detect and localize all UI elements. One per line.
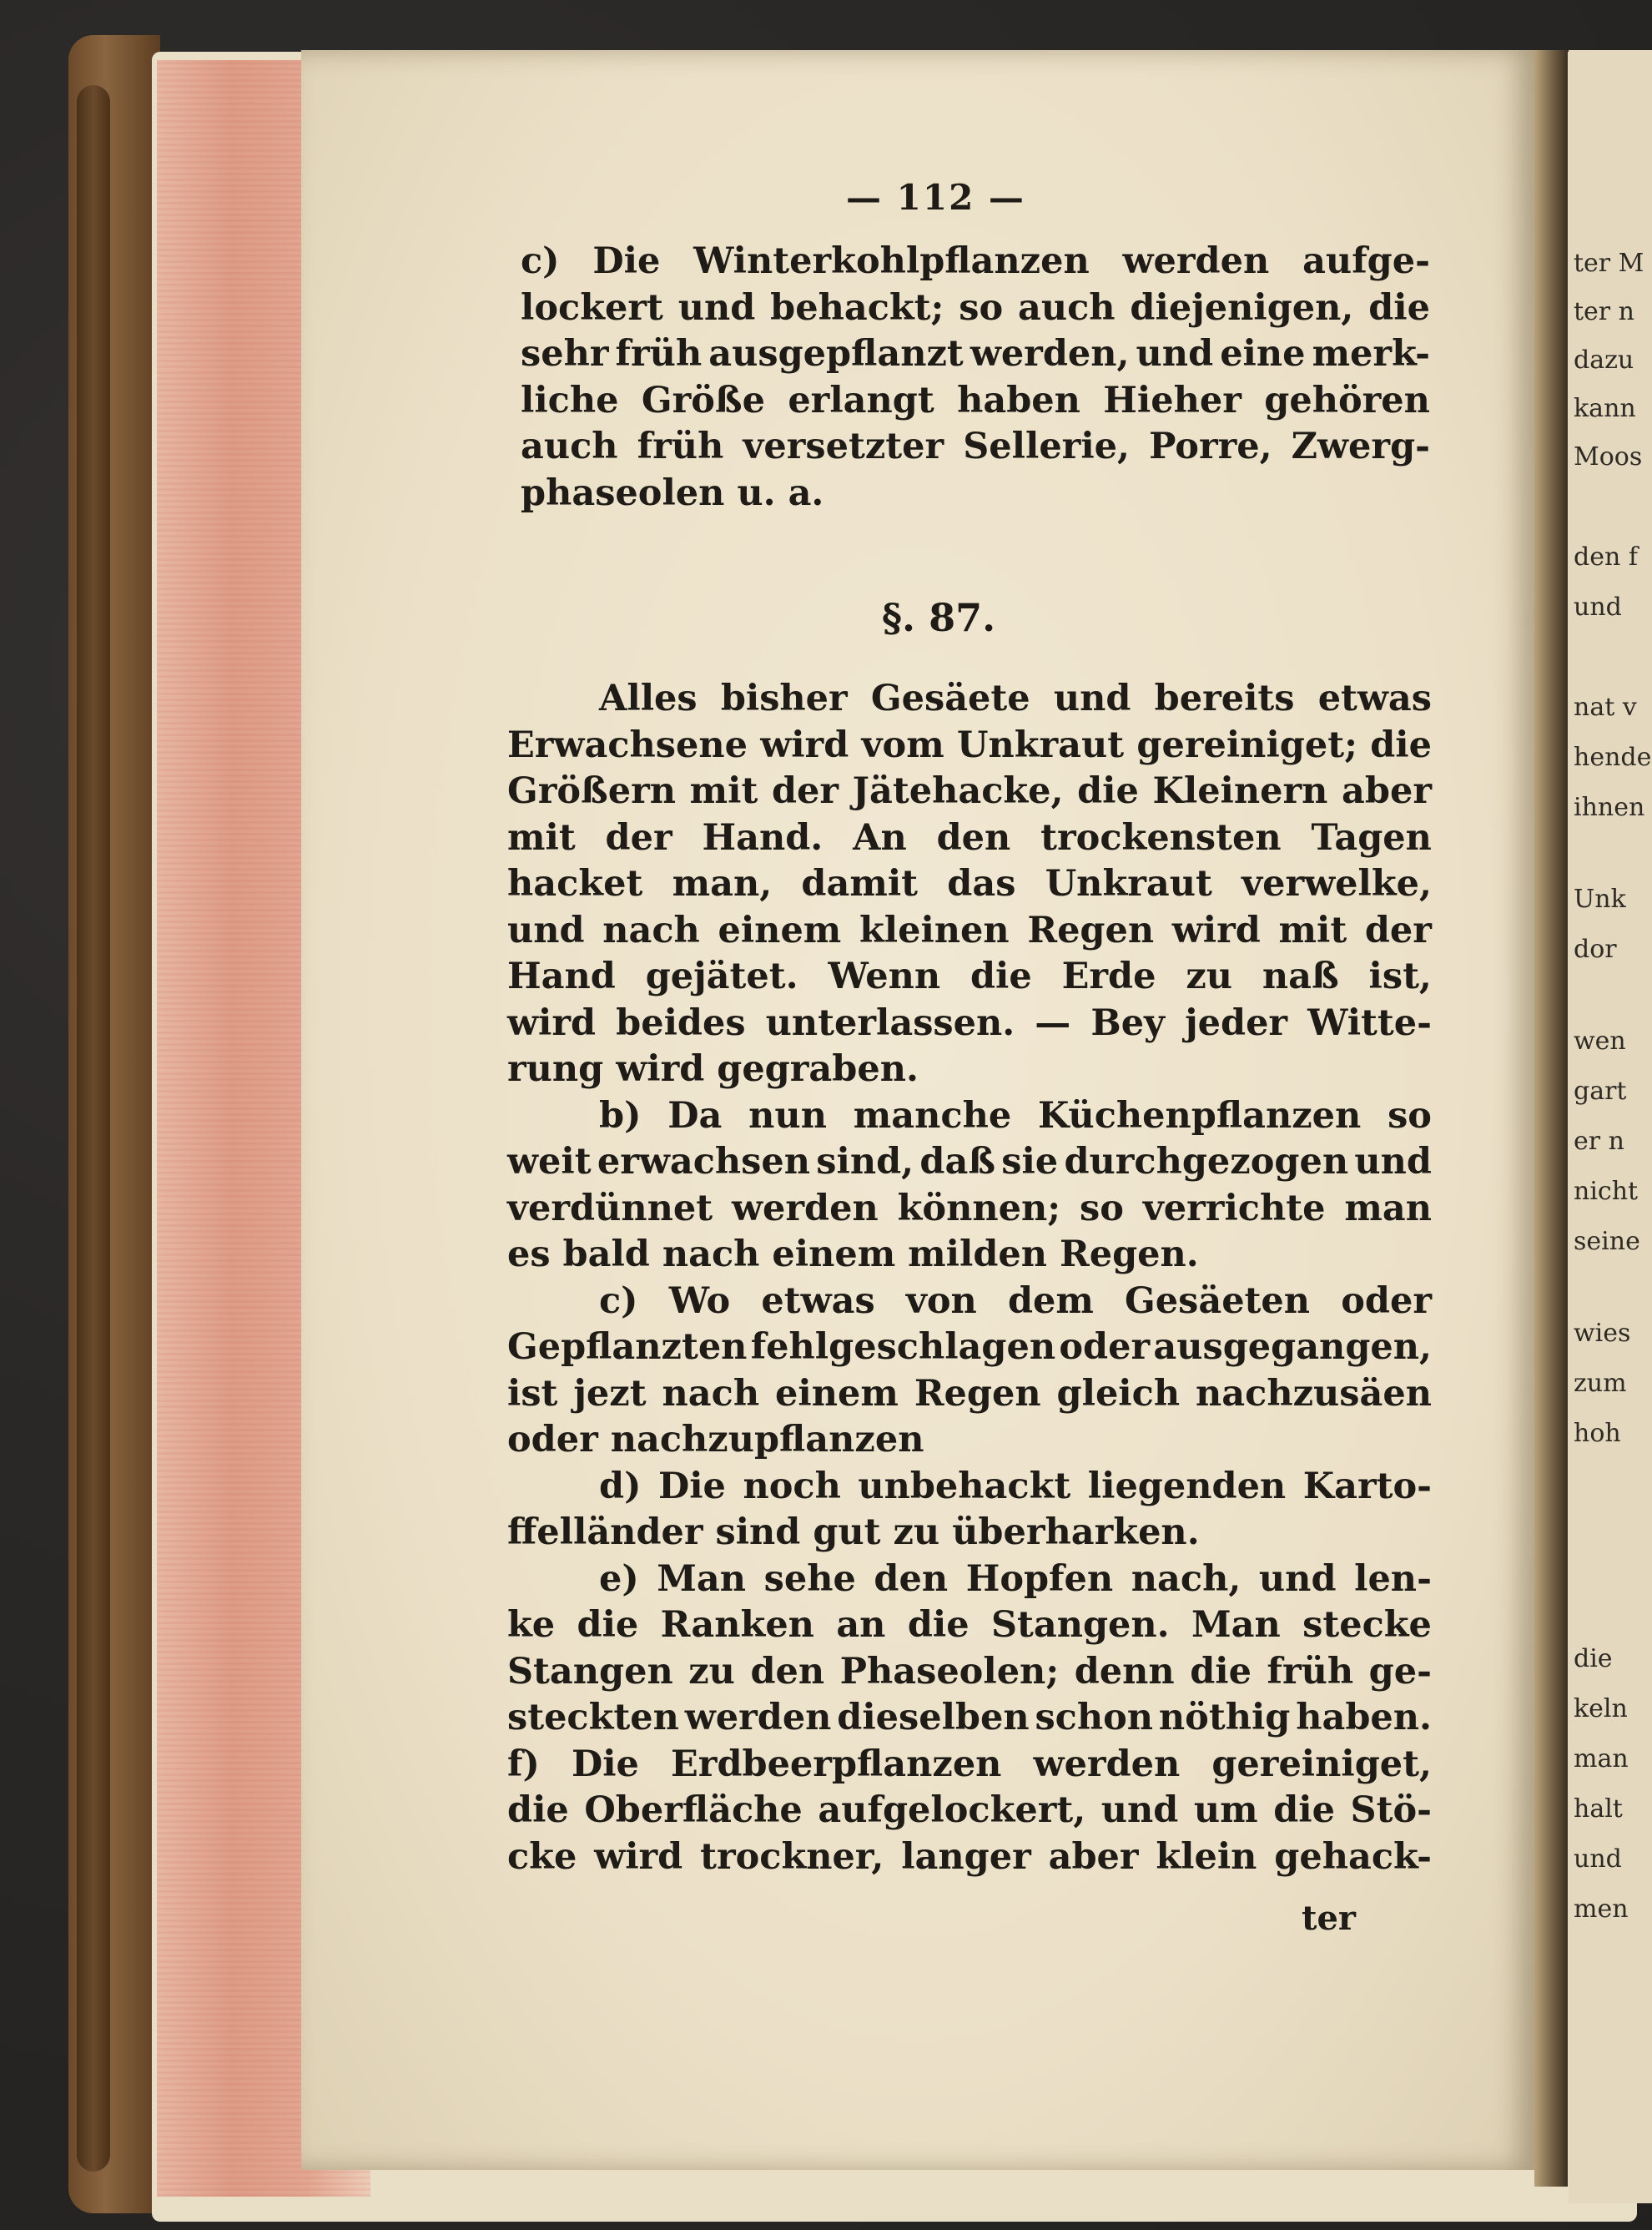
text-line: auch früh versetzter Sellerie, Porre, Zwerg-: [521, 426, 1430, 467]
text-line: Alles bisher Gesäete und bereits etwas: [599, 678, 1432, 719]
text-line: sehr früh ausgepflanzt werden, und eine merk-: [521, 333, 1430, 375]
right-page-fragment: [1569, 50, 1652, 2203]
text-line: ke die Ranken an die Stangen. Man stecke: [507, 1604, 1432, 1646]
text-line: liche Größe erlangt haben Hieher gehören: [521, 379, 1430, 421]
paragraph-c-winterkohl: [521, 240, 1430, 518]
text-line: die Oberfläche aufgelockert, und um die Stö-: [507, 1789, 1432, 1831]
text-line: mit der Hand. An den trockensten Tagen: [507, 816, 1432, 859]
fragment-line: hende: [1574, 743, 1652, 772]
book-spine-band: [77, 85, 110, 2172]
fragment-line: man: [1574, 1744, 1629, 1773]
fragment-line: Moos: [1574, 442, 1643, 472]
text-line: wird beides unterlassen. — Bey jeder Witte-: [507, 1001, 1432, 1044]
text-line: rung wird gegraben.: [507, 1048, 919, 1090]
text-line: ist jezt nach einem Regen gleich nachzusäen: [507, 1372, 1432, 1415]
fragment-line: men: [1574, 1894, 1629, 1924]
fragment-line: er n: [1574, 1127, 1624, 1156]
page-number: — 112 —: [846, 177, 1025, 218]
text-line: phaseolen u. a.: [521, 472, 824, 514]
fragment-line: kann: [1574, 394, 1636, 423]
fragment-line: und: [1574, 1844, 1622, 1874]
text-line: weit erwachsen sind, daß sie durchgezogen und: [507, 1141, 1432, 1183]
text-line: cke wird trockner, langer aber klein gehack-: [507, 1835, 1432, 1878]
book-gutter: [1534, 50, 1568, 2187]
text-line: Stangen zu den Phaseolen; denn die früh ge-: [507, 1650, 1432, 1693]
fragment-line: gart: [1574, 1077, 1627, 1106]
text-line: Hand gejätet. Wenn die Erde zu naß ist,: [507, 956, 1432, 997]
catchword: ter: [1302, 1899, 1356, 1938]
fragment-line: seine: [1574, 1227, 1640, 1256]
text-line: verdünnet werden können; so verrichte man: [507, 1187, 1432, 1229]
fragment-line: und: [1574, 593, 1622, 622]
fragment-line: halt: [1574, 1794, 1623, 1824]
fragment-line: hoh: [1574, 1419, 1621, 1448]
text-line: d) Die noch unbehackt liegenden Karto-: [599, 1465, 1432, 1507]
fragment-line: ter n: [1574, 297, 1635, 326]
fragment-line: wies: [1574, 1319, 1631, 1348]
fragment-line: dazu: [1574, 346, 1634, 375]
text-line: lockert und behackt; so auch diejenigen, die: [521, 286, 1430, 329]
fragment-line: zum: [1574, 1369, 1627, 1398]
text-line: oder nachzupflanzen: [507, 1419, 924, 1461]
text-line: e) Man sehe den Hopfen nach, und len-: [599, 1557, 1432, 1600]
text-line: ffelländer sind gut zu überharken.: [507, 1511, 1200, 1553]
text-line: c) Die Winterkohlpflanzen werden aufge-: [521, 240, 1430, 282]
section-heading: §. 87.: [882, 595, 996, 640]
fragment-line: wen: [1574, 1027, 1626, 1056]
fragment-line: die: [1574, 1644, 1613, 1673]
fragment-line: dor: [1574, 935, 1617, 964]
text-line: steckten werden dieselben schon nöthig haben.: [507, 1697, 1432, 1738]
fragment-line: ihnen: [1574, 793, 1645, 822]
fragment-line: nicht: [1574, 1177, 1639, 1206]
text-line: und nach einem kleinen Regen wird mit der: [507, 909, 1432, 951]
text-line: es bald nach einem milden Regen.: [507, 1234, 1199, 1275]
fragment-line: keln: [1574, 1694, 1628, 1723]
text-line: hacket man, damit das Unkraut verwelke,: [507, 863, 1432, 905]
fragment-line: nat v: [1574, 693, 1637, 722]
text-line: f) Die Erdbeerpflanzen werden gereiniget,: [507, 1743, 1432, 1785]
text-line: Gepflanzten fehlgeschlagen oder ausgegangen,: [507, 1326, 1432, 1368]
fragment-line: ter M: [1574, 249, 1644, 278]
fragment-line: den f: [1574, 542, 1638, 572]
text-line: Größern mit der Jätehacke, die Kleinern aber: [507, 770, 1432, 812]
text-line: b) Da nun manche Küchenpflanzen so: [599, 1094, 1432, 1137]
section-87-body: [507, 678, 1432, 1882]
fragment-line: Unk: [1574, 885, 1626, 914]
text-line: c) Wo etwas von dem Gesäeten oder: [599, 1279, 1432, 1322]
text-line: Erwachsene wird vom Unkraut gereiniget; die: [507, 724, 1432, 766]
